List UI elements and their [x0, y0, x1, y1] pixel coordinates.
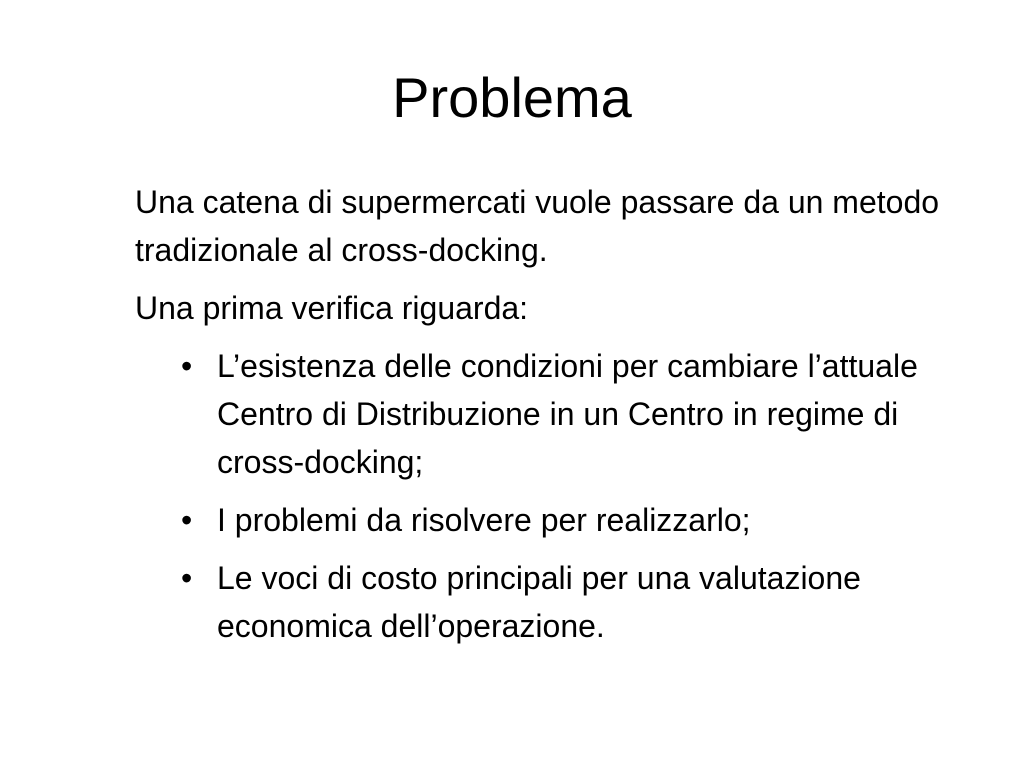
slide-title: Problema — [392, 66, 632, 129]
bullet-icon: • — [181, 348, 193, 384]
intro-paragraph: Una catena di supermercati vuole passare da un metodo tradizionale al cross-docking. — [135, 184, 940, 268]
lead-in-paragraph: Una prima verifica riguarda: — [135, 290, 529, 326]
bullet-text: I problemi da risolvere per realizzarlo; — [217, 502, 751, 538]
bullet-list — [135, 342, 965, 650]
bullet-item — [181, 342, 965, 486]
bullet-item — [181, 496, 965, 544]
slide-body — [135, 178, 965, 660]
bullet-icon: • — [181, 560, 193, 596]
bullet-text: Le voci di costo principali per una valutazione economica dell’operazione. — [217, 560, 861, 644]
bullet-item — [181, 554, 965, 650]
bullet-icon: • — [181, 502, 193, 538]
bullet-text: L’esistenza delle condizioni per cambiare l’attuale Centro di Distribuzione in un Centro in regime di cross-docking; — [217, 348, 918, 480]
